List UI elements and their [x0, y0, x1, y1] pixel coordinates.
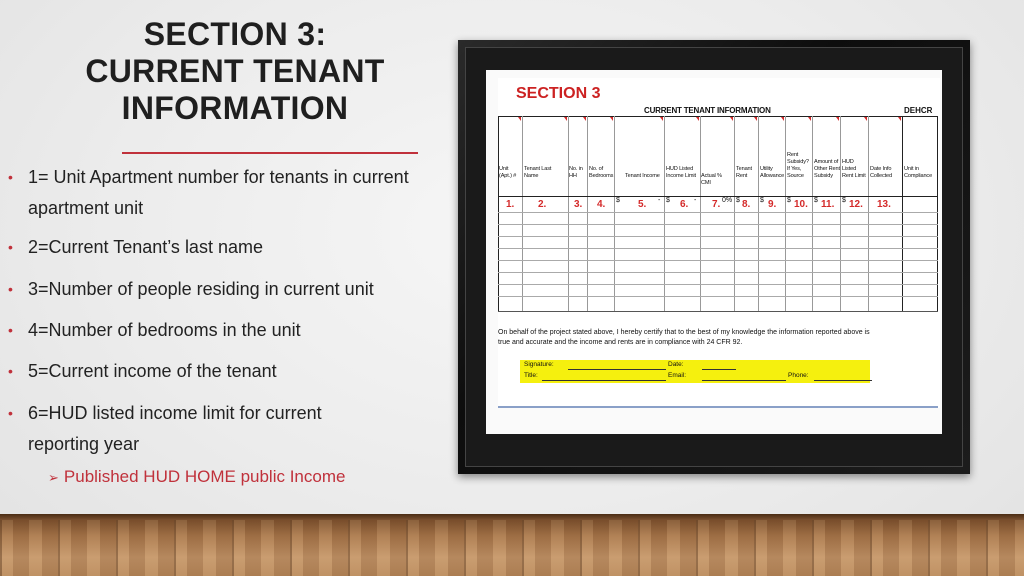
picture-frame — [458, 40, 970, 474]
row-divider — [498, 196, 938, 197]
comment-marker-icon — [660, 117, 663, 121]
column-header: No. of Bedrooms — [589, 166, 614, 179]
bullet-item — [8, 315, 438, 346]
comment-marker-icon — [898, 117, 901, 121]
column-header: Unit (Apt.) # — [499, 166, 517, 179]
form-table-title: CURRENT TENANT INFORMATION — [644, 106, 771, 115]
row-divider — [498, 260, 938, 261]
comment-marker-icon — [564, 117, 567, 121]
title-line — [542, 380, 666, 381]
column-number: 11. — [821, 199, 835, 210]
form-image — [486, 70, 942, 434]
bullet-dot-icon: • — [8, 363, 13, 379]
bullet-item — [8, 274, 438, 305]
certification-text: On behalf of the project stated above, I hereby certify that to the best of my knowledge the information reported above is true and accurate and the income and rents are in compliance with 24 CFR 92. — [498, 329, 870, 346]
comment-marker-icon — [730, 117, 733, 121]
row-divider — [498, 284, 938, 285]
row-divider — [498, 248, 938, 249]
column-number: 10. — [794, 199, 808, 210]
column-header: Unit in Compliance — [904, 166, 933, 179]
column-divider — [812, 116, 813, 312]
tenant-table — [498, 116, 938, 312]
column-number: 8. — [742, 199, 751, 210]
bullet-dot-icon: • — [8, 405, 13, 421]
email-label: Email: — [668, 372, 687, 379]
title-line-3: INFORMATION — [121, 90, 349, 126]
comment-marker-icon — [864, 117, 867, 121]
document-bottom-border — [498, 406, 938, 408]
form-document — [498, 78, 940, 408]
currency-symbol: $ — [666, 197, 670, 204]
column-header: HUD Listed Rent Limit — [842, 159, 866, 179]
column-divider — [840, 116, 841, 312]
currency-symbol: $ — [842, 197, 846, 204]
row-divider — [498, 272, 938, 273]
signature-line — [568, 369, 666, 370]
column-header: Tenant Last Name — [524, 166, 552, 179]
row-divider — [498, 296, 938, 297]
bullet-dot-icon: • — [8, 281, 13, 297]
comment-marker-icon — [518, 117, 521, 121]
title-line-1: SECTION 3: — [143, 16, 327, 52]
column-divider — [614, 116, 615, 312]
column-divider — [734, 116, 735, 312]
row-divider — [498, 212, 938, 213]
currency-symbol: $ — [814, 197, 818, 204]
column-number: 12. — [849, 199, 863, 210]
comment-marker-icon — [610, 117, 613, 121]
comment-marker-icon — [754, 117, 757, 121]
phone-label: Phone: — [788, 372, 809, 379]
bullet-item — [8, 398, 388, 460]
date-line — [702, 369, 736, 370]
email-line — [702, 380, 786, 381]
column-header: Tenant Rent — [736, 166, 752, 179]
slide-title — [40, 16, 430, 127]
column-divider — [868, 116, 869, 312]
bullet-text: 3=Number of people residing in current unit — [28, 279, 374, 299]
column-header: Tenant Income — [625, 173, 660, 179]
bullet-item — [8, 162, 438, 224]
title-line-2: CURRENT TENANT — [85, 53, 385, 89]
row-divider — [498, 224, 938, 225]
bullet-dot-icon: • — [8, 169, 13, 185]
sub-bullet — [48, 462, 345, 493]
form-agency-label: DEHCR — [904, 106, 933, 115]
column-header: No. in HH — [569, 166, 583, 179]
column-divider — [522, 116, 523, 312]
signature-label: Signature: — [524, 361, 554, 368]
column-number: 13. — [877, 199, 891, 210]
phone-line — [814, 380, 872, 381]
bullet-dot-icon: • — [8, 239, 13, 255]
column-header: HUD Listed Income Limit — [666, 166, 696, 179]
dash-value: - — [658, 197, 661, 204]
date-label: Date: — [668, 361, 684, 368]
column-number: 9. — [768, 199, 777, 210]
form-section-label: SECTION 3 — [516, 85, 601, 102]
bullet-text: 1= Unit Apartment number for tenants in current apartment unit — [28, 167, 409, 218]
column-divider — [664, 116, 665, 312]
column-divider — [937, 116, 938, 312]
comment-marker-icon — [836, 117, 839, 121]
bullet-dot-icon: • — [8, 322, 13, 338]
bullet-text: 6=HUD listed income limit for current reporting year — [28, 403, 322, 454]
title-underline — [122, 152, 418, 154]
column-number: 2. — [538, 199, 547, 210]
arrow-bullet-icon: ➢ — [48, 470, 59, 485]
comment-marker-icon — [696, 117, 699, 121]
column-header: Actual % CMI — [701, 173, 722, 186]
column-divider — [902, 116, 903, 312]
sub-bullet-text: Published HUD HOME public Income — [63, 467, 346, 486]
column-header: Date Info Collected — [870, 166, 892, 179]
currency-symbol: $ — [736, 197, 740, 204]
currency-symbol: $ — [616, 197, 620, 204]
currency-symbol: $ — [787, 197, 791, 204]
column-number: 5. — [638, 199, 647, 210]
column-number: 6. — [680, 199, 689, 210]
column-number: 7. — [712, 199, 721, 210]
column-divider — [700, 116, 701, 312]
column-number: 3. — [574, 199, 583, 210]
column-header: Rent Subsidy? If Yes, Source — [787, 152, 809, 179]
column-header: Utility Allowance — [760, 166, 785, 179]
percent-value: 0% — [722, 197, 733, 204]
title-label: Title: — [524, 372, 538, 379]
column-divider — [587, 116, 588, 312]
comment-marker-icon — [808, 117, 811, 121]
column-divider — [498, 116, 499, 312]
bullet-text: 2=Current Tenant’s last name — [28, 237, 263, 257]
bullet-text: 4=Number of bedrooms in the unit — [28, 320, 301, 340]
bullet-item — [8, 232, 438, 263]
column-divider — [785, 116, 786, 312]
column-divider — [568, 116, 569, 312]
wood-floor-decoration — [0, 514, 1024, 576]
column-header: Amount of Other Rent Subsidy — [814, 159, 840, 179]
comment-marker-icon — [583, 117, 586, 121]
comment-marker-icon — [781, 117, 784, 121]
dash-value: - — [694, 197, 697, 204]
row-divider — [498, 311, 938, 312]
row-divider — [498, 236, 938, 237]
column-divider — [758, 116, 759, 312]
bullet-text: 5=Current income of the tenant — [28, 361, 277, 381]
column-number: 1. — [506, 199, 515, 210]
currency-symbol: $ — [760, 197, 764, 204]
column-number: 4. — [597, 199, 606, 210]
bullet-item — [8, 356, 438, 387]
